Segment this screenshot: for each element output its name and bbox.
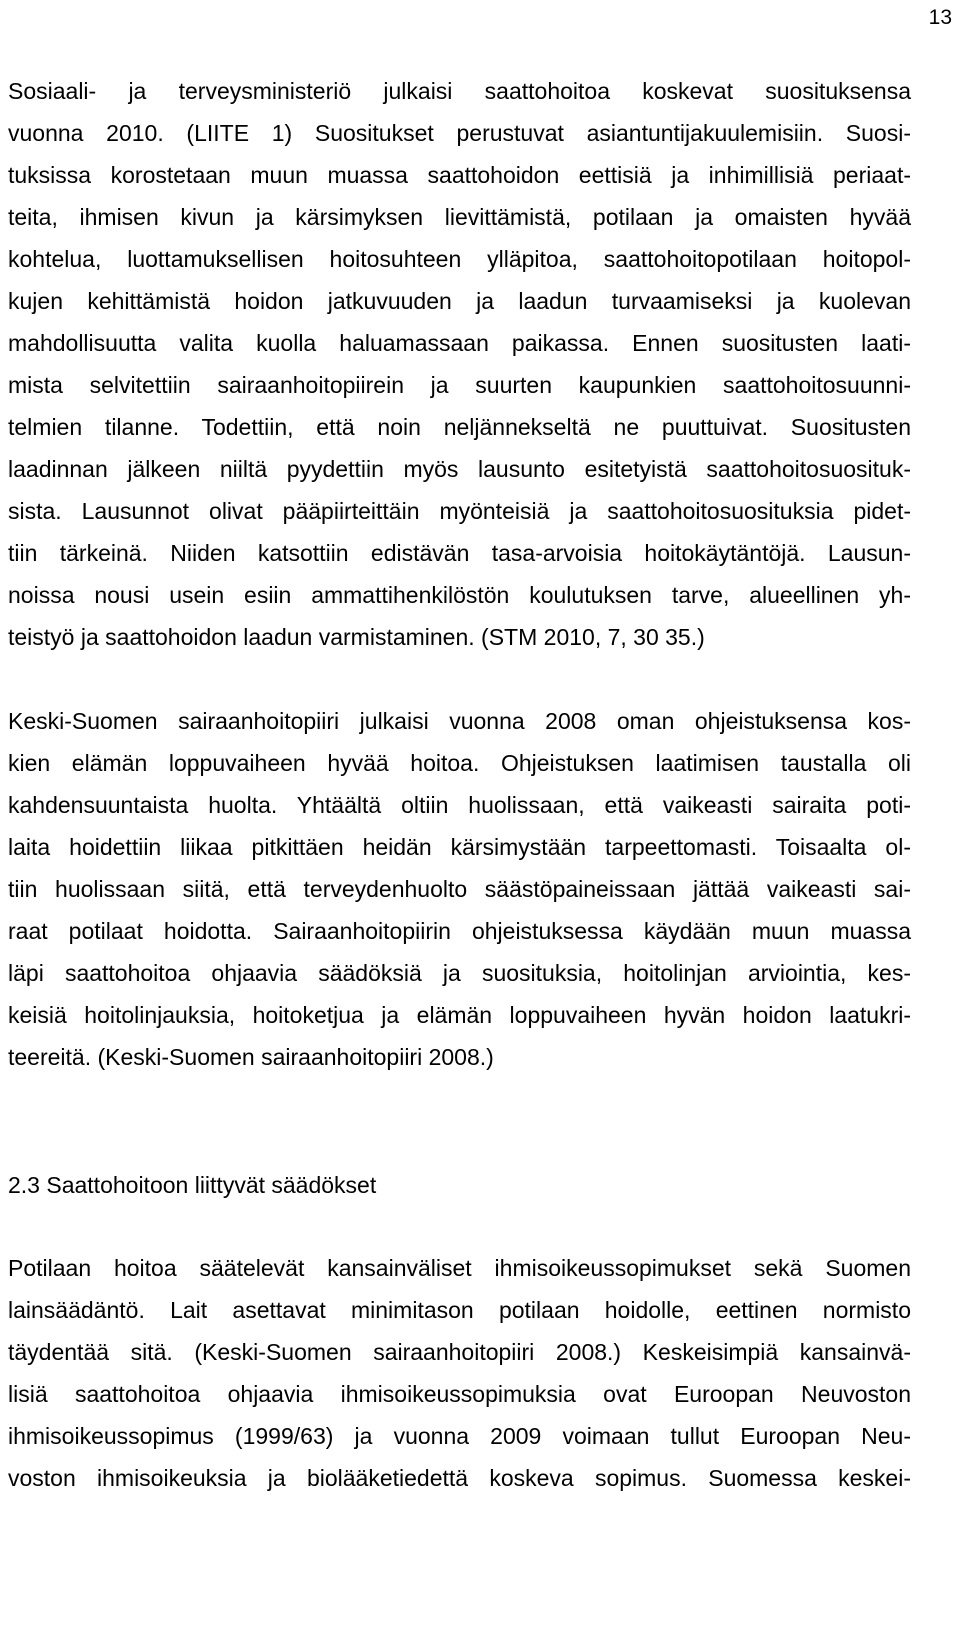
text-line: keisiä hoitolinjauksia, hoitoketjua ja elämän loppuvaiheen hyvän hoidon laatukri- [8,1002,911,1028]
text-line: Sosiaali- ja terveysministeriö julkaisi saattohoitoa koskevat suosituksensa [8,78,911,104]
text-line: vuonna 2010. (LIITE 1) Suositukset perustuvat asiantuntijakuulemisiin. Suosi- [8,120,911,146]
text-line: sista. Lausunnot olivat pääpiirteittäin myönteisiä ja saattohoitosuosituksia pidet- [8,498,911,524]
text-line: Keski-Suomen sairaanhoitopiiri julkaisi vuonna 2008 oman ohjeistuksensa kos- [8,708,911,734]
text-line: laita hoidettiin liikaa pitkittäen heidän kärsimystään tarpeettomasti. Toisaalta ol- [8,834,911,860]
text-line: kahdensuuntaista huolta. Yhtäältä oltiin huolissaan, että vaikeasti sairaita poti- [8,792,911,818]
text-line: noissa nousi usein esiin ammattihenkilöstön koulutuksen tarve, alueellinen yh- [8,582,911,608]
text-line: tiin huolissaan siitä, että terveydenhuolto säästöpaineissaan jättää vaikeasti sai- [8,876,911,902]
text-line: voston ihmisoikeuksia ja biolääketiedettä koskeva sopimus. Suomessa keskei- [8,1465,911,1491]
text-line: kohtelua, luottamuksellisen hoitosuhteen ylläpitoa, saattohoitopotilaan hoitopol- [8,246,911,272]
text-line: Potilaan hoitoa säätelevät kansainväliset ihmisoikeussopimukset sekä Suomen [8,1255,911,1281]
text-line: laadinnan jälkeen niiltä pyydettiin myös lausunto esitetyistä saattohoitosuosituk- [8,456,911,482]
text-line: lainsäädäntö. Lait asettavat minimitason potilaan hoidolle, eettinen normisto [8,1297,911,1323]
text-line: kujen kehittämistä hoidon jatkuvuuden ja laadun turvaamiseksi ja kuolevan [8,288,911,314]
text-line: telmien tilanne. Todettiin, että noin neljännekseltä ne puuttuivat. Suositusten [8,414,911,440]
text-line: teistyö ja saattohoidon laadun varmistaminen. (STM 2010, 7, 30 35.) [8,624,705,650]
text-line: teita, ihmisen kivun ja kärsimyksen lievittämistä, potilaan ja omaisten hyvää [8,204,911,230]
text-line: lisiä saattohoitoa ohjaavia ihmisoikeussopimuksia ovat Euroopan Neuvoston [8,1381,911,1407]
text-line: kien elämän loppuvaiheen hyvää hoitoa. Ohjeistuksen laatimisen taustalla oli [8,750,911,776]
section-heading: 2.3 Saattohoitoon liittyvät säädökset [8,1172,377,1198]
text-line: tiin tärkeinä. Niiden katsottiin edistävän tasa-arvoisia hoitokäytäntöjä. Lausun- [8,540,911,566]
text-line: läpi saattohoitoa ohjaavia säädöksiä ja suosituksia, hoitolinjan arviointia, kes- [8,960,911,986]
text-line: mista selvitettiin sairaanhoitopiirein ja suurten kaupunkien saattohoitosuunni- [8,372,911,398]
text-line: tuksissa korostetaan muun muassa saattohoidon eettisiä ja inhimillisiä periaat- [8,162,911,188]
text-line: täydentää sitä. (Keski-Suomen sairaanhoitopiiri 2008.) Keskeisimpiä kansainvä- [8,1339,911,1365]
text-line: raat potilaat hoidotta. Sairaanhoitopiirin ohjeistuksessa käydään muun muassa [8,918,911,944]
text-line: ihmisoikeussopimus (1999/63) ja vuonna 2009 voimaan tullut Euroopan Neu- [8,1423,911,1449]
page-number: 13 [928,6,952,29]
text-line: teereitä. (Keski-Suomen sairaanhoitopiiri 2008.) [8,1044,494,1070]
text-line: mahdollisuutta valita kuolla haluamassaan paikassa. Ennen suositusten laati- [8,330,911,356]
